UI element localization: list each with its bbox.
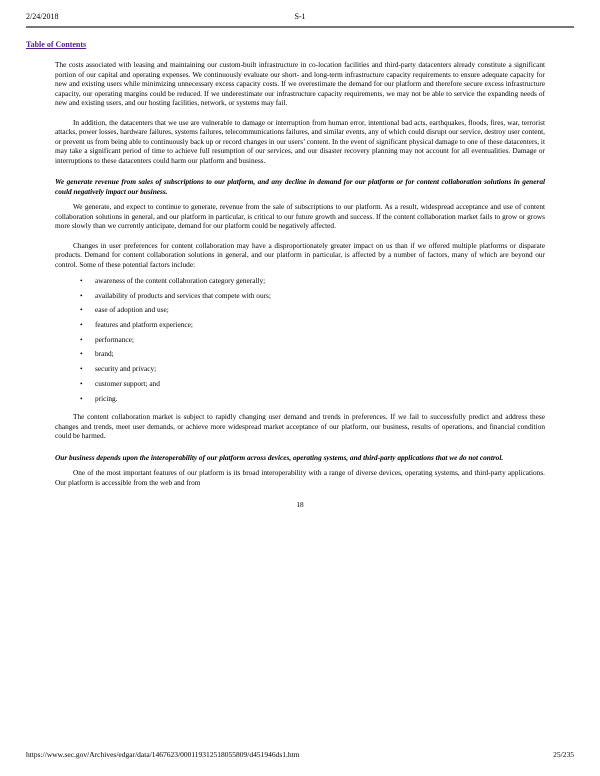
- document-body: [55, 60, 545, 510]
- footer-url: https://www.sec.gov/Archives/edgar/data/1467623/000119312518055809/d451946ds1.htm: [26, 750, 300, 759]
- demand-factor-list: [55, 276, 545, 403]
- paragraph-datacenter-risks: In addition, the datacenters that we use are vulnerable to damage or interruption from human error, intentional bad acts, earthquakes, floods, fires, war, terrorist attacks, power losses, hardware failures, systems failures, telecommunications failures, and similar events, any of which could disrupt our service, destroy user content, or prevent us from being able to continuously back up or record changes in our users’ content. In the event of significant physical damage to one of these datacenters, it may take a significant period of time to achieve full resumption of our services, and our disaster recovery planning may not account for all eventualities. Damage or interruptions to these datacenters could harm our platform and business.: [55, 117, 545, 165]
- list-item: • security and privacy;: [80, 364, 545, 374]
- paragraph-subscription-revenue: We generate, and expect to continue to generate, revenue from the sale of subscriptions to our platform. As a result, widespread acceptance and use of content collaboration solutions in general, and our platform in particular, is critical to our future growth and success. If the content collaboration market fails to grow or grows more slowly than we currently anticipate, demand for our platform could be negatively affected.: [55, 202, 545, 230]
- paragraph-infrastructure-costs: The costs associated with leasing and maintaining our custom-built infrastructure in co-location facilities and third-party datacenters already constitute a significant portion of our capital and operating expenses. We continuously evaluate our short- and long-term infrastructure capacity requirements to ensure adequate capacity for new and existing users while minimizing unnecessary excess capacity costs. If we overestimate the demand for our platform and therefore secure excess infrastructure capacity, our operating margins could be reduced. If we underestimate our infrastructure capacity requirements, we may not be able to service the expanding needs of new and existing users, and our hosting facilities, network, or systems may fail.: [55, 60, 545, 107]
- risk-factor-heading-interoperability: Our business depends upon the interoperability of our platform across devices, operating systems, and third-party applications that we do not control.: [55, 452, 504, 462]
- paragraph-changing-market: The content collaboration market is subject to rapidly changing user demand and trends in preferences. If we fail to successfully predict and address these changes and trends, meet user demands, or achieve more widespread market acceptance of our platform, our business, results of operations, and financial condition could be harmed.: [55, 412, 545, 440]
- list-item: • awareness of the content collaboration category generally;: [80, 276, 545, 286]
- list-item: • features and platform experience;: [80, 320, 545, 330]
- paragraph-interoperability: One of the most important features of our platform is its broad interoperability with a range of diverse devices, operating systems, and third-party applications. Our platform is accessible from the web and from: [55, 468, 545, 487]
- footer-page-indicator: 25/235: [553, 750, 574, 759]
- list-item: • ease of adoption and use;: [80, 305, 545, 315]
- risk-factor-heading-subscription-revenue: We generate revenue from sales of subscriptions to our platform, and any decline in demand for our platform or for content collaboration solutions in general could negatively impact our business.: [55, 177, 545, 196]
- header-date: 2/24/2018: [26, 12, 59, 21]
- list-item: • pricing.: [80, 394, 545, 404]
- header-doc-title: S-1: [294, 12, 306, 21]
- paragraph-user-preferences: Changes in user preferences for content collaboration may have a disproportionately greater impact on us than if we offered multiple platforms or disparate products. Demand for content collaboration solutions in general, and our platform in particular, is affected by a number of factors, many of which are beyond our control. Some of these potential factors include:: [55, 240, 545, 269]
- list-item: • performance;: [80, 335, 545, 345]
- header-divider: [26, 26, 574, 28]
- list-item: • customer support; and: [80, 379, 545, 389]
- list-item: • brand;: [80, 349, 545, 359]
- page-number: 18: [296, 500, 304, 509]
- table-of-contents-link[interactable]: Table of Contents: [26, 40, 87, 49]
- list-item: • availability of products and services that compete with ours;: [80, 291, 545, 301]
